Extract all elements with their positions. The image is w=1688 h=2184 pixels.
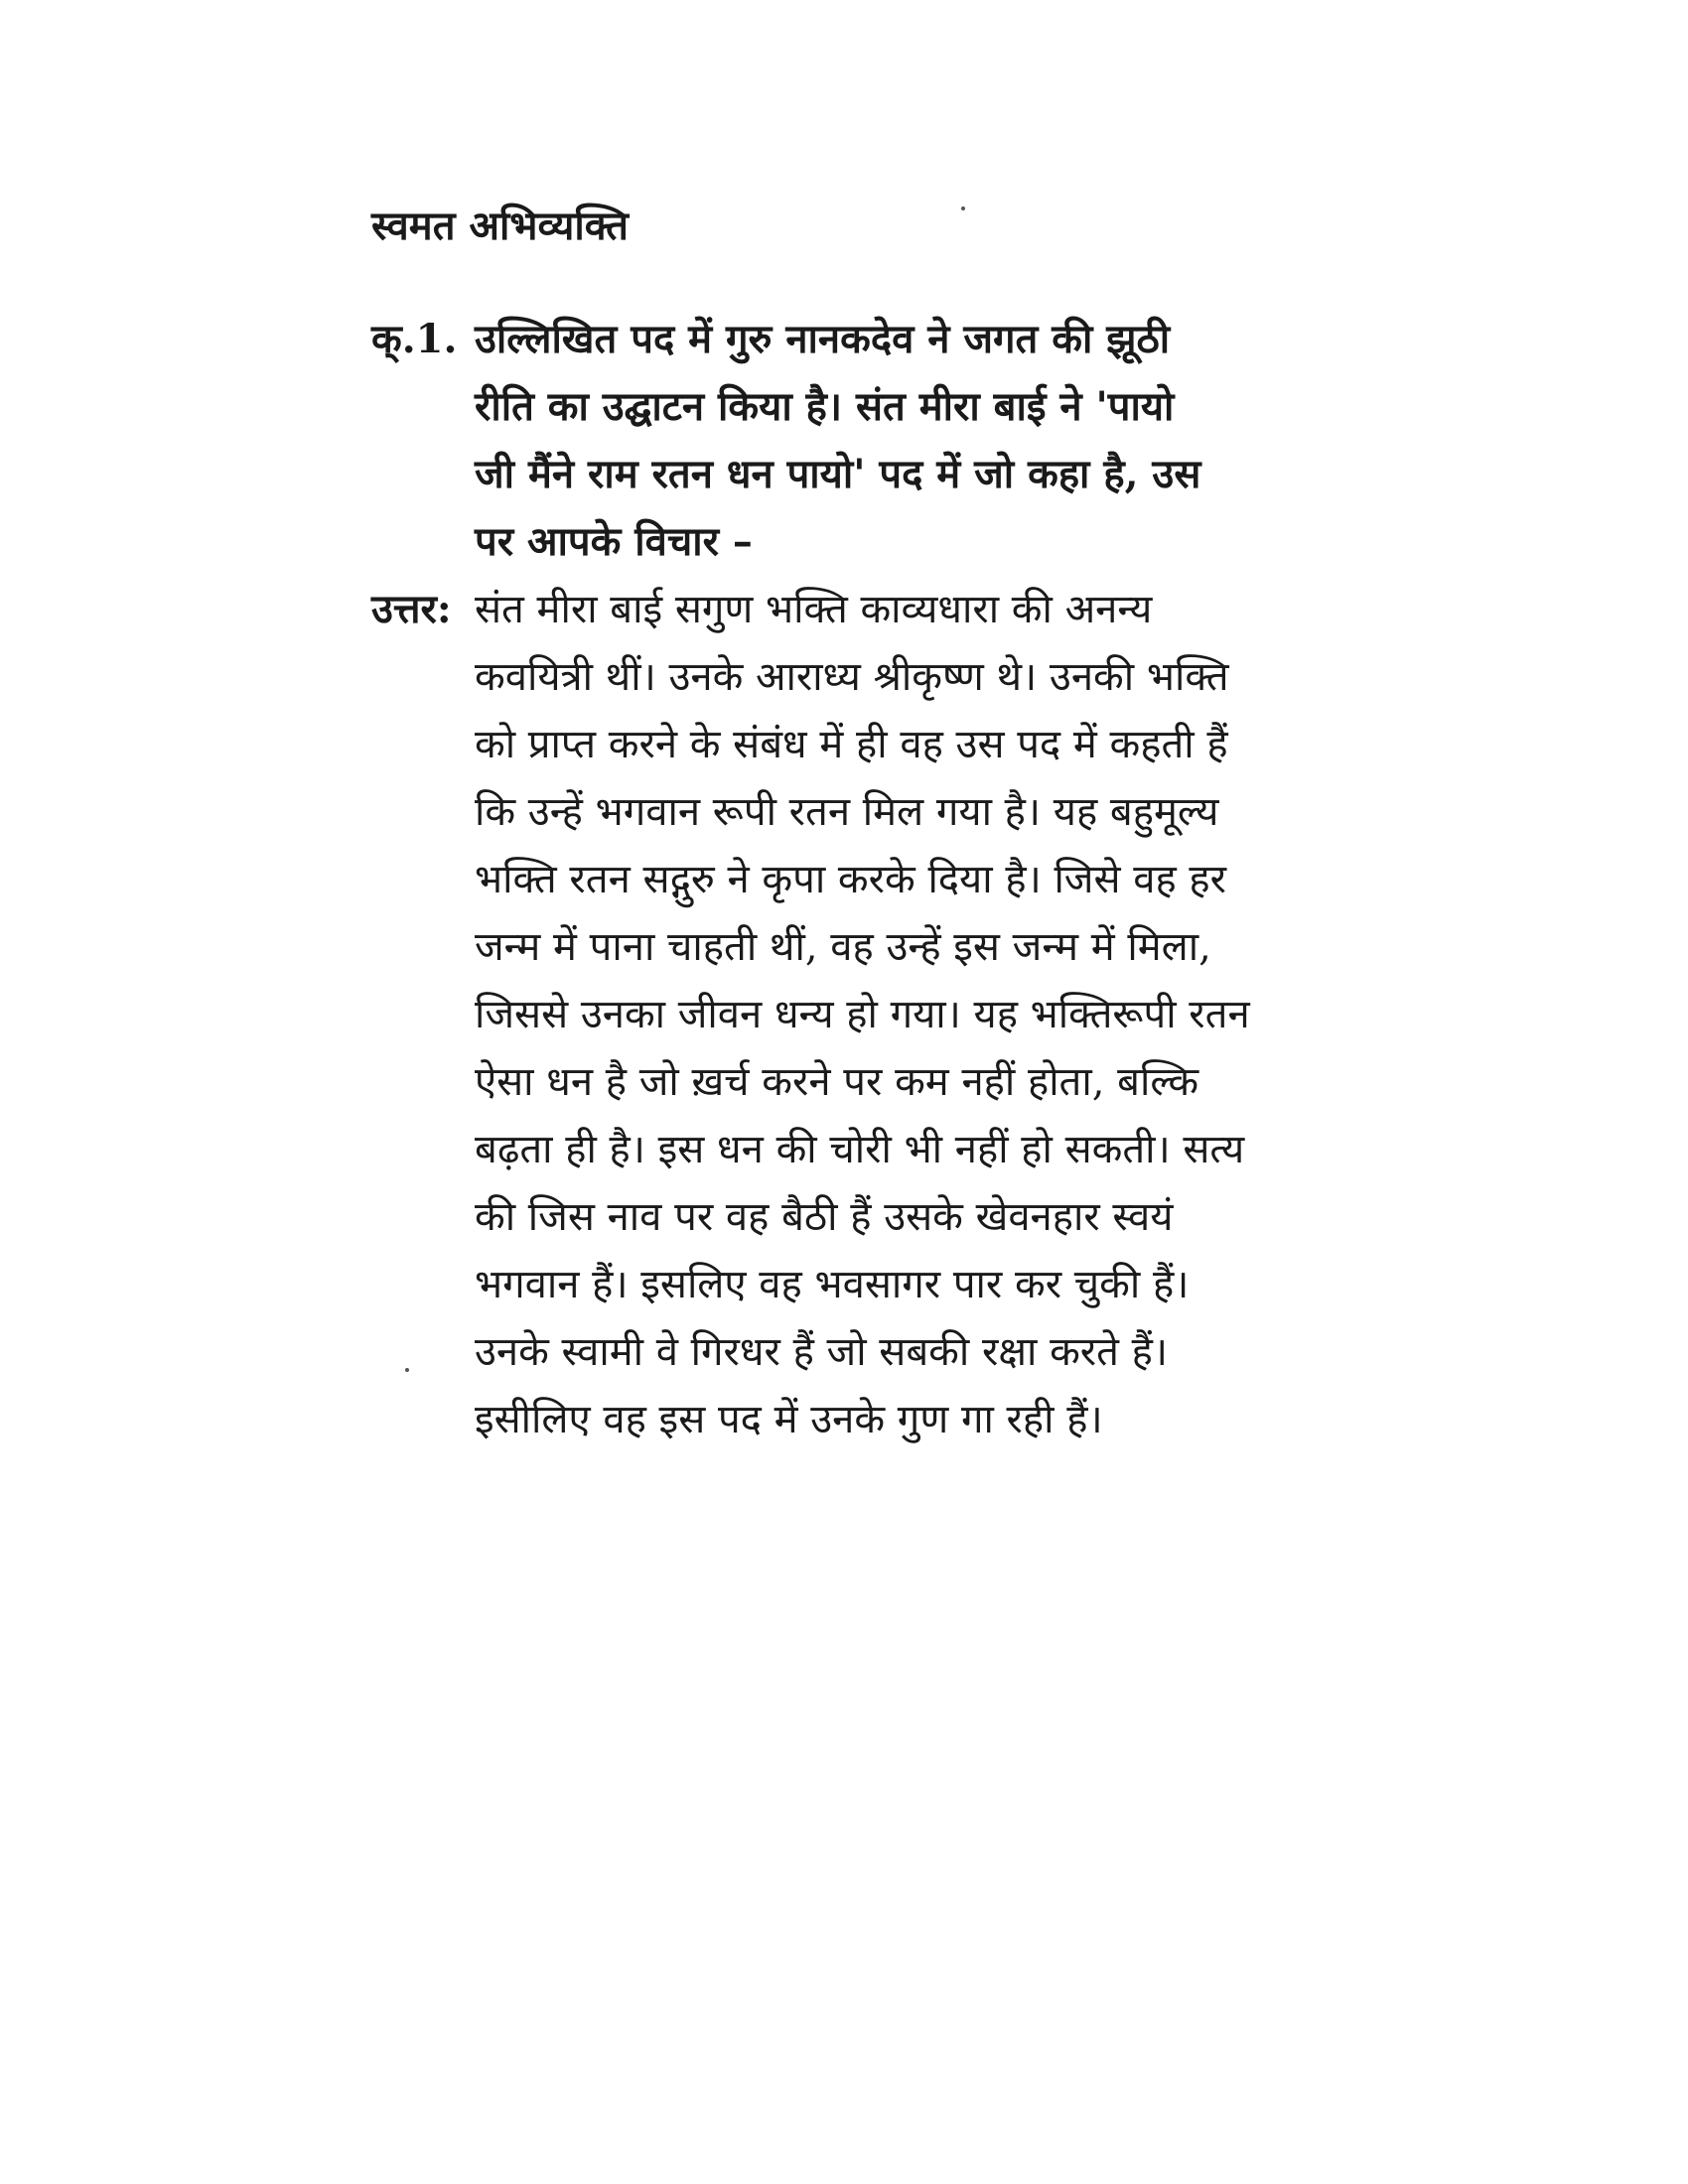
answer-line: जिससे उनका जीवन धन्य हो गया। यह भक्तिरूपी रतन bbox=[475, 992, 1250, 1037]
answer-line: को प्राप्त करने के संबंध में ही वह उस पद में कहती हैं bbox=[475, 722, 1228, 767]
question-line: जी मैंने राम रतन धन पायो' पद में जो कहा है, उस bbox=[475, 451, 1201, 497]
answer-line: संत मीरा बाई सगुण भक्ति काव्यधारा की अनन्य bbox=[475, 587, 1153, 632]
answer-label: उत्तर: bbox=[371, 586, 452, 632]
answer-line: इसीलिए वह इस पद में उनके गुण गा रही हैं। bbox=[475, 1397, 1103, 1442]
question-line: उल्लिखित पद में गुरु नानकदेव ने जगत की झूठी bbox=[475, 316, 1171, 362]
scan-speck bbox=[961, 206, 965, 210]
answer-line: ऐसा धन है जो ख़र्च करने पर कम नहीं होता, बल्कि bbox=[475, 1059, 1199, 1105]
question-label: क्.1. bbox=[371, 316, 458, 362]
answer-line: कि उन्हें भगवान रूपी रतन मिल गया है। यह बहुमूल्य bbox=[475, 789, 1219, 835]
answer-line: जन्म में पाना चाहती थीं, वह उन्हें इस जन्म में मिला, bbox=[475, 924, 1211, 970]
question-line: पर आपके विचार – bbox=[475, 518, 753, 565]
section-heading: स्वमत अभिव्यक्ति bbox=[371, 203, 629, 249]
answer-line: की जिस नाव पर वह बैठी हैं उसके खेवनहार स्वयं bbox=[475, 1194, 1174, 1240]
answer-line: उनके स्वामी वे गिरधर हैं जो सबकी रक्षा करते हैं। bbox=[475, 1329, 1169, 1375]
question-line: रीति का उद्घाटन किया है। संत मीरा बाई ने 'पायो bbox=[475, 383, 1175, 430]
answer-line: भगवान हैं। इसलिए वह भवसागर पार कर चुकी हैं। bbox=[475, 1262, 1190, 1307]
answer-line: कवयित्री थीं। उनके आराध्य श्रीकृष्ण थे। उनकी भक्ति bbox=[475, 654, 1229, 700]
scan-speck bbox=[405, 1368, 409, 1372]
answer-line: भक्ति रतन सद्गुरु ने कृपा करके दिया है। जिसे वह हर bbox=[475, 857, 1227, 902]
answer-line: बढ़ता ही है। इस धन की चोरी भी नहीं हो सकती। सत्य bbox=[475, 1127, 1245, 1172]
